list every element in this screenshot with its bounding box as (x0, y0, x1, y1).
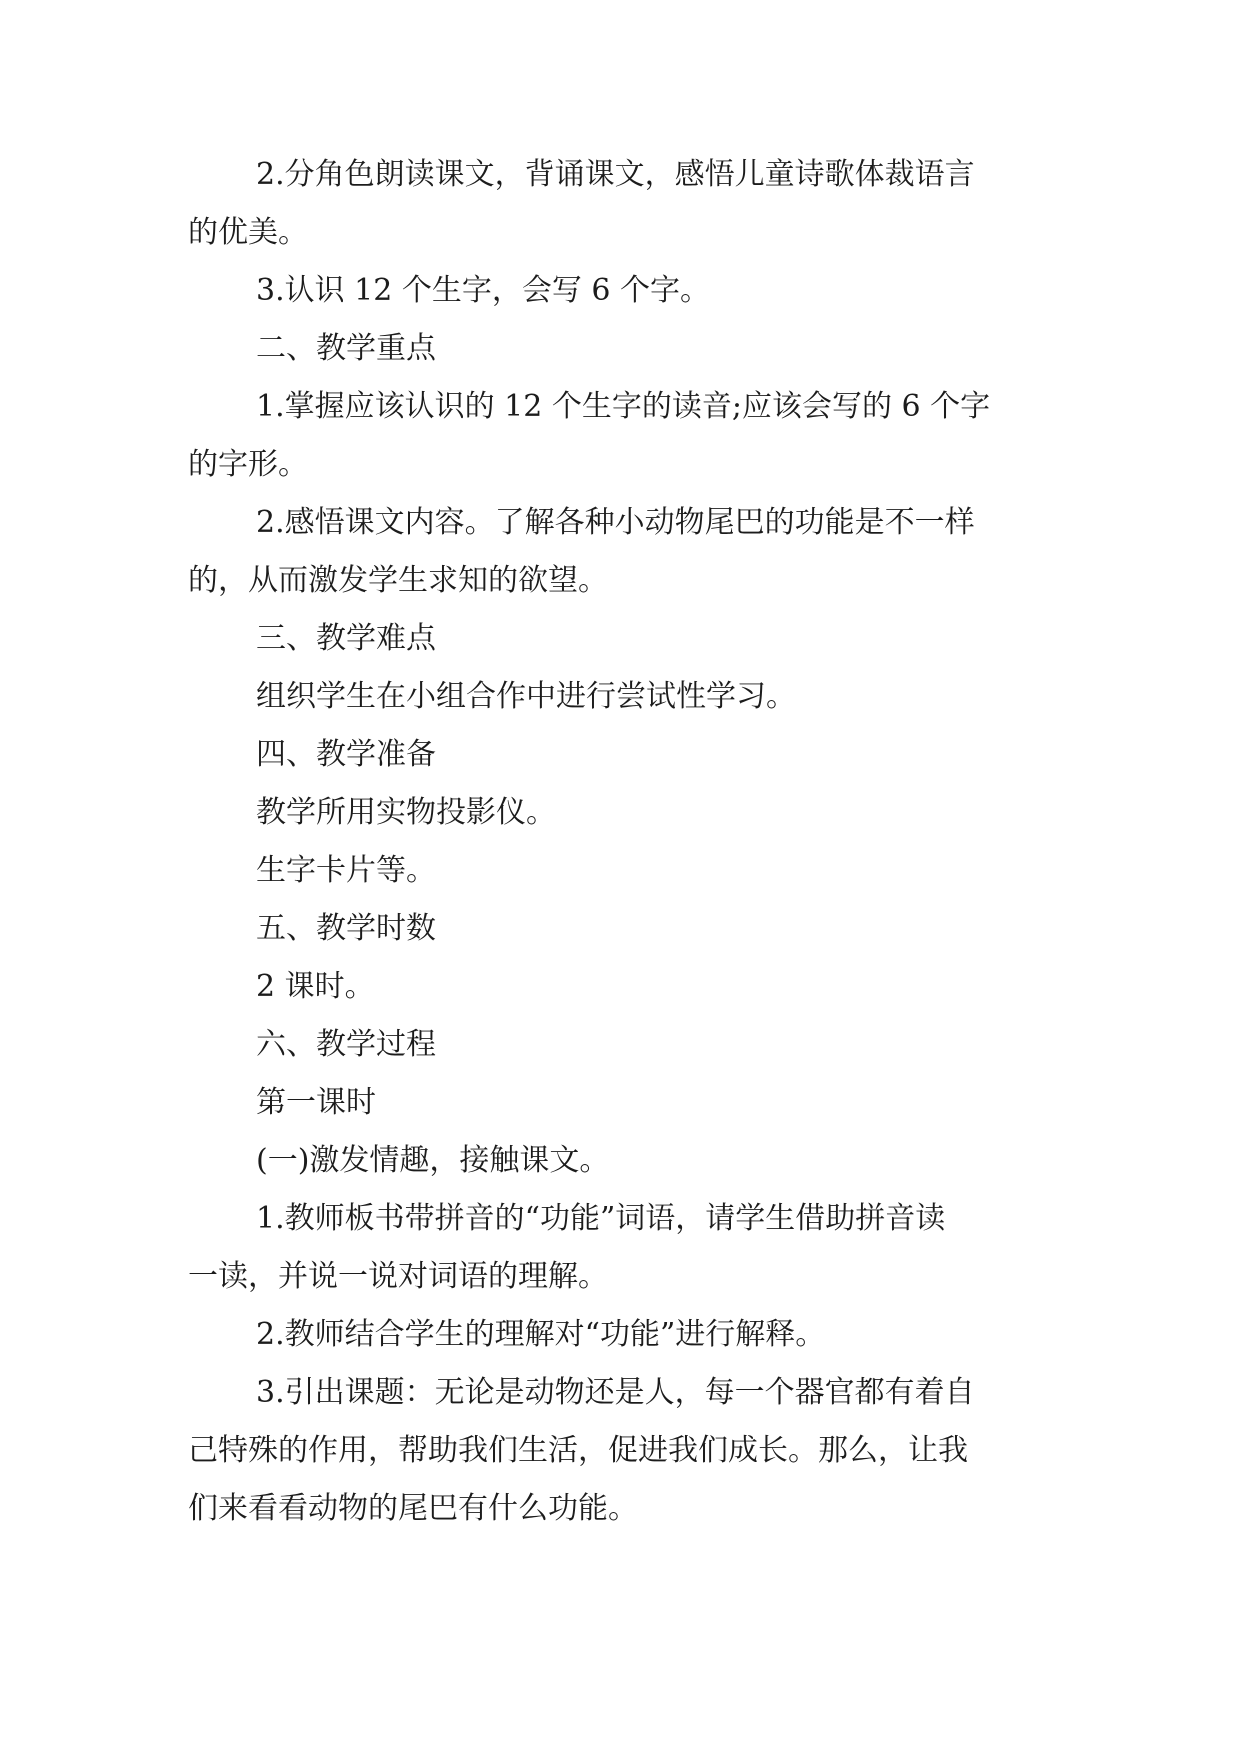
text-line: 的，从而激发学生求知的欲望。 (188, 563, 608, 598)
text-line: 的字形。 (188, 447, 308, 482)
text-line: 2.分角色朗读课文，背诵课文，感悟儿童诗歌体裁语言 (256, 157, 975, 192)
text-line: 己特殊的作用，帮助我们生活，促进我们成长。那么，让我 (188, 1433, 968, 1468)
document-body (188, 146, 1058, 1538)
text-line: 们来看看动物的尾巴有什么功能。 (188, 1491, 638, 1526)
text-line: 的优美。 (188, 215, 308, 250)
text-line: 2 课时。 (256, 969, 375, 1004)
text-line: 教学所用实物投影仪。 (256, 795, 556, 830)
text-line: 3.引出课题：无论是动物还是人，每一个器官都有着自 (256, 1375, 975, 1410)
subsection-heading: 第一课时 (256, 1085, 376, 1120)
text-line: 生字卡片等。 (256, 853, 436, 888)
text-line: 一读，并说一说对词语的理解。 (188, 1259, 608, 1294)
text-line: (一)激发情趣，接触课文。 (256, 1143, 610, 1178)
text-line: 1.教师板书带拼音的“功能”词语，请学生借助拼音读 (256, 1201, 946, 1236)
text-line: 2.教师结合学生的理解对“功能”进行解释。 (256, 1317, 826, 1352)
text-line: 2.感悟课文内容。了解各种小动物尾巴的功能是不一样 (256, 505, 975, 540)
section-heading: 四、教学准备 (256, 737, 436, 772)
section-heading: 六、教学过程 (256, 1027, 436, 1062)
text-line: 1.掌握应该认识的 12 个生字的读音;应该会写的 6 个字 (256, 389, 991, 424)
text-line: 组织学生在小组合作中进行尝试性学习。 (256, 679, 796, 714)
section-heading: 三、教学难点 (256, 621, 436, 656)
text-line: 3.认识 12 个生字，会写 6 个字。 (256, 273, 711, 308)
section-heading: 五、教学时数 (256, 911, 436, 946)
section-heading: 二、教学重点 (256, 331, 436, 366)
